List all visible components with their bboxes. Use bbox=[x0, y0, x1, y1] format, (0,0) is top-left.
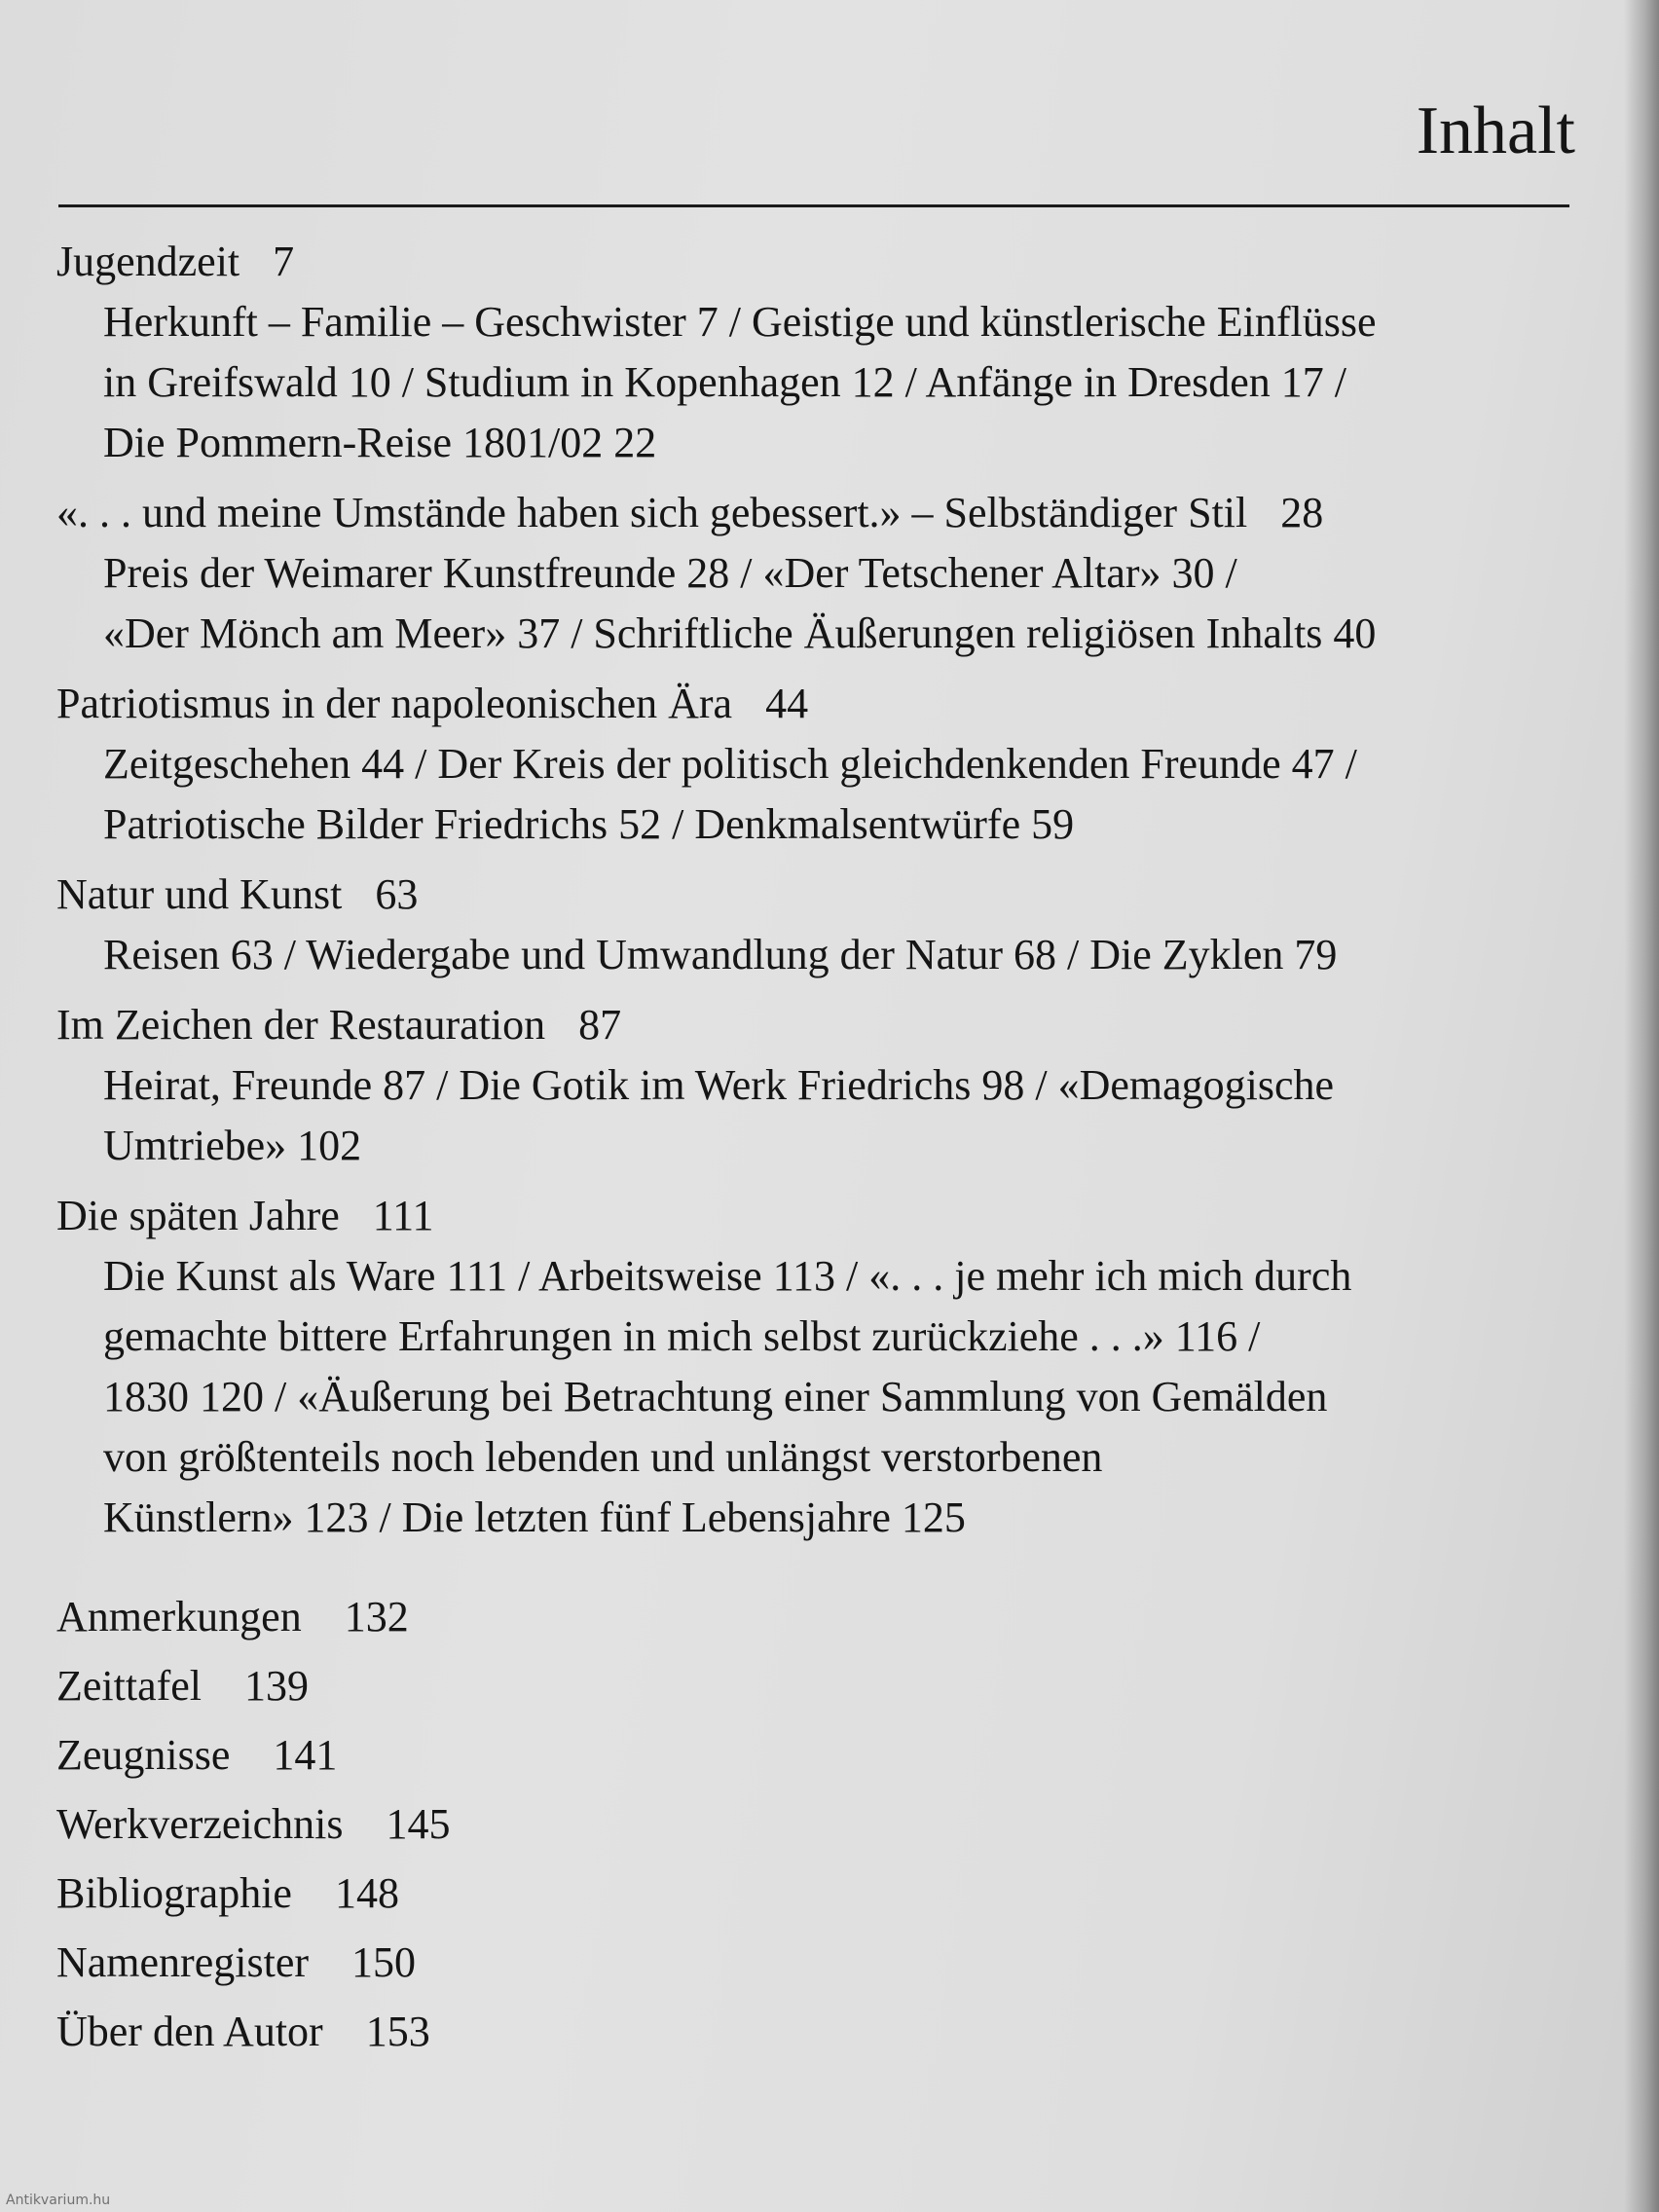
chapter-heading bbox=[56, 865, 1585, 925]
chapter-entry bbox=[56, 232, 1585, 473]
appendix-page-number: 141 bbox=[273, 1731, 338, 1779]
chapter-subsections bbox=[103, 734, 1585, 855]
appendix-title: Bibliographie bbox=[56, 1869, 292, 1917]
appendix-page-number: 153 bbox=[365, 2008, 430, 2055]
chapter-entry bbox=[56, 865, 1585, 985]
chapter-heading bbox=[56, 995, 1585, 1055]
appendix-page-number: 148 bbox=[334, 1869, 399, 1917]
subsection-line: Patriotische Bilder Friedrichs 52 / Denkmalsentwürfe 59 bbox=[103, 800, 1075, 848]
appendix-title: Zeugnisse bbox=[56, 1731, 231, 1779]
subsection-line: Die Kunst als Ware 111 / Arbeitsweise 113 / «. . . je mehr ich mich durch bbox=[103, 1252, 1352, 1300]
chapter-page-number: 111 bbox=[372, 1192, 434, 1239]
subsection-line: Umtriebe» 102 bbox=[103, 1122, 362, 1169]
subsection-line: Zeitgeschehen 44 / Der Kreis der politisch gleichdenkenden Freunde 47 / bbox=[103, 740, 1357, 788]
chapter-title: Im Zeichen der Restauration bbox=[56, 1001, 546, 1049]
chapter-title: Natur und Kunst bbox=[56, 870, 343, 918]
subsection-line: Herkunft – Familie – Geschwister 7 / Geistige und künstlerische Einflüsse bbox=[103, 298, 1377, 346]
chapter-entry bbox=[56, 483, 1585, 664]
subsection-line: Die Pommern-Reise 1801/02 22 bbox=[103, 419, 657, 466]
chapter-heading bbox=[56, 483, 1585, 543]
chapter-heading bbox=[56, 674, 1585, 734]
subsection-line: Künstlern» 123 / Die letzten fünf Lebensjahre 125 bbox=[103, 1493, 966, 1541]
appendix-entry bbox=[56, 1859, 451, 1928]
appendix-entry bbox=[56, 1720, 451, 1789]
title-rule bbox=[58, 204, 1569, 207]
subsection-line: von größtenteils noch lebenden und unlängst verstorbenen bbox=[103, 1433, 1103, 1481]
chapter-page-number: 44 bbox=[765, 680, 809, 727]
subsection-line: Heirat, Freunde 87 / Die Gotik im Werk Friedrichs 98 / «Demagogische bbox=[103, 1061, 1335, 1109]
chapter-page-number: 63 bbox=[375, 870, 419, 918]
appendix-page-number: 139 bbox=[244, 1662, 310, 1710]
chapter-page-number: 28 bbox=[1280, 489, 1324, 536]
subsection-line: gemachte bittere Erfahrungen in mich selbst zurückziehe . . .» 116 / bbox=[103, 1312, 1261, 1360]
appendix-title: Namenregister bbox=[56, 1938, 309, 1986]
chapter-entry bbox=[56, 674, 1585, 855]
appendix-list bbox=[56, 1582, 451, 2066]
subsection-line: «Der Mönch am Meer» 37 / Schriftliche Äußerungen religiösen Inhalts 40 bbox=[103, 609, 1377, 657]
chapter-subsections bbox=[103, 925, 1585, 985]
appendix-title: Über den Autor bbox=[56, 2008, 323, 2055]
page-title: Inhalt bbox=[1416, 93, 1575, 168]
appendix-title: Anmerkungen bbox=[56, 1593, 302, 1641]
chapter-subsections bbox=[103, 292, 1585, 473]
chapter-entry bbox=[56, 1186, 1585, 1548]
appendix-page-number: 132 bbox=[344, 1593, 409, 1641]
chapter-title: Patriotismus in der napoleonischen Ära bbox=[56, 680, 733, 727]
page-edge-shadow bbox=[1624, 0, 1659, 2212]
appendix-entry bbox=[56, 1928, 451, 1997]
appendix-title: Zeittafel bbox=[56, 1662, 203, 1710]
subsection-line: 1830 120 / «Äußerung bei Betrachtung einer Sammlung von Gemälden bbox=[103, 1373, 1328, 1420]
appendix-title: Werkverzeichnis bbox=[56, 1800, 344, 1848]
subsection-line: in Greifswald 10 / Studium in Kopenhagen 12 / Anfänge in Dresden 17 / bbox=[103, 358, 1347, 406]
chapter-title: Jugendzeit bbox=[56, 238, 240, 285]
appendix-entry bbox=[56, 1997, 451, 2066]
chapter-subsections bbox=[103, 1246, 1585, 1548]
appendix-entry bbox=[56, 1582, 451, 1651]
chapter-heading bbox=[56, 232, 1585, 292]
subsection-line: Reisen 63 / Wiedergabe und Umwandlung der Natur 68 / Die Zyklen 79 bbox=[103, 931, 1338, 978]
chapter-page-number: 7 bbox=[273, 238, 295, 285]
chapter-heading bbox=[56, 1186, 1585, 1246]
chapter-page-number: 87 bbox=[578, 1001, 622, 1049]
table-of-contents bbox=[56, 232, 1585, 1558]
chapter-entry bbox=[56, 995, 1585, 1176]
appendix-page-number: 145 bbox=[386, 1800, 451, 1848]
chapter-subsections bbox=[103, 1055, 1585, 1176]
appendix-entry bbox=[56, 1789, 451, 1859]
chapter-subsections bbox=[103, 543, 1585, 664]
chapter-title: Die späten Jahre bbox=[56, 1192, 340, 1239]
appendix-entry bbox=[56, 1651, 451, 1720]
chapter-title: «. . . und meine Umstände haben sich gebessert.» – Selbständiger Stil bbox=[56, 489, 1248, 536]
appendix-page-number: 150 bbox=[351, 1938, 416, 1986]
subsection-line: Preis der Weimarer Kunstfreunde 28 / «Der Tetschener Altar» 30 / bbox=[103, 549, 1237, 597]
watermark: Antikvarium.hu bbox=[6, 2193, 111, 2208]
